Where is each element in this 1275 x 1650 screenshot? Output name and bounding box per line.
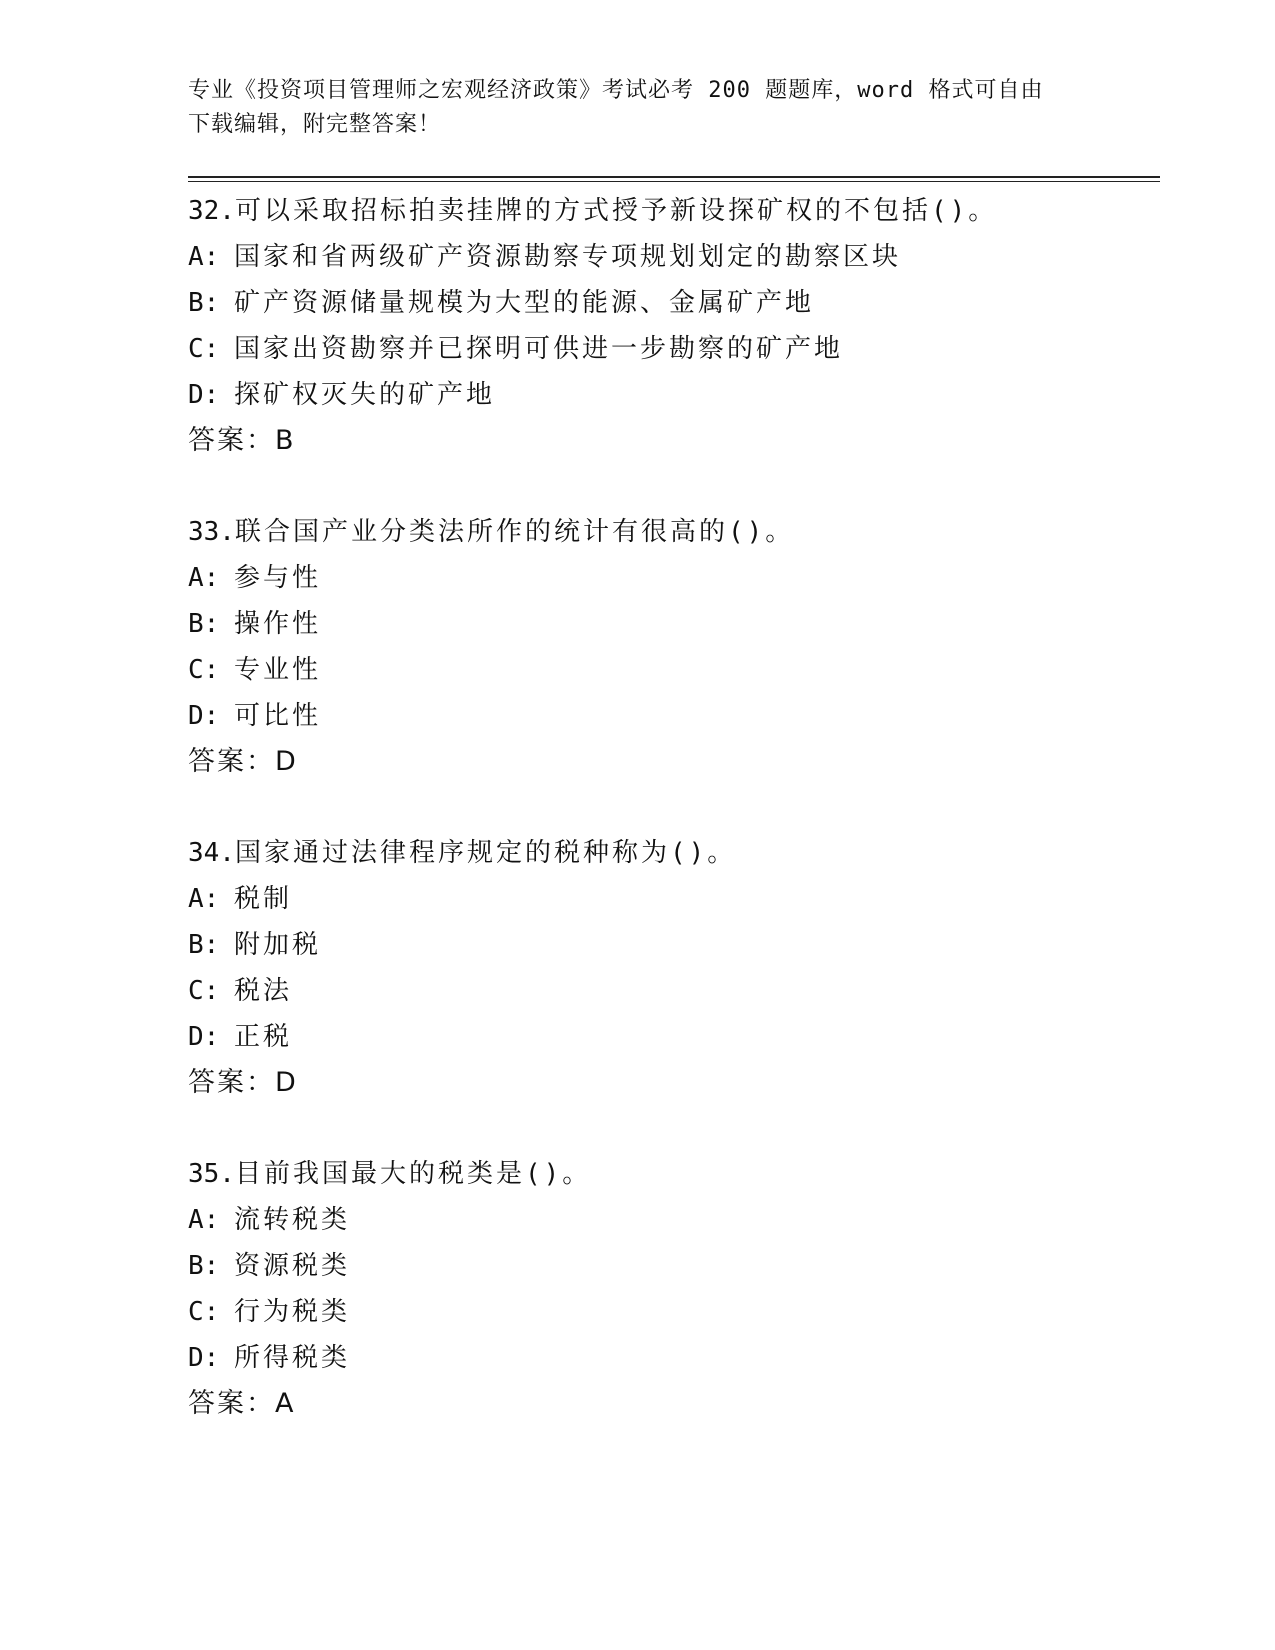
question-text: 目前我国最大的税类是()。 [234,1159,592,1189]
option-c [188,968,1148,1014]
option-b [188,601,1148,647]
option-key: D: [188,1343,220,1373]
option-text: 流转税类 [234,1205,351,1235]
option-key: C: [188,334,220,364]
header-line-1: 专业《投资项目管理师之宏观经济政策》考试必考 200 题题库，word 格式可自由 [188,78,1044,103]
option-c [188,1289,1148,1335]
option-key: D: [188,380,220,410]
option-text: 操作性 [234,609,322,639]
answer-line [188,1060,1148,1106]
question-text: 联合国产业分类法所作的统计有很高的()。 [234,517,795,547]
answer-value: A [275,1388,294,1419]
option-text: 探矿权灭失的矿产地 [234,380,496,410]
option-b [188,922,1148,968]
answer-value: D [275,1067,296,1098]
option-a [188,1197,1148,1243]
option-key: B: [188,930,220,960]
option-key: B: [188,288,220,318]
option-key: C: [188,1297,220,1327]
option-a [188,234,1148,280]
question-number: 34. [188,838,235,868]
answer-line [188,1381,1148,1427]
option-a [188,555,1148,601]
question-32 [188,188,1148,464]
option-text: 所得税类 [234,1343,351,1373]
option-text: 专业性 [234,655,322,685]
question-stem [188,509,1148,555]
option-text: 矿产资源储量规模为大型的能源、金属矿产地 [234,288,815,318]
option-text: 国家出资勘察并已探明可供进一步勘察的矿产地 [234,334,844,364]
option-key: C: [188,976,220,1006]
option-key: B: [188,609,220,639]
option-text: 国家和省两级矿产资源勘察专项规划划定的勘察区块 [234,242,902,272]
option-key: A: [188,1205,220,1235]
answer-label: 答案： [188,746,275,777]
option-b [188,280,1148,326]
option-key: A: [188,563,220,593]
header-divider-thin [188,181,1160,182]
question-number: 35. [188,1159,235,1189]
option-d [188,1335,1148,1381]
question-number: 33. [188,517,235,547]
header-divider-thick [188,176,1160,178]
question-text: 可以采取招标拍卖挂牌的方式授予新设探矿权的不包括()。 [234,196,998,226]
question-list [188,188,1148,1427]
question-stem [188,188,1148,234]
answer-label: 答案： [188,1067,275,1098]
option-key: A: [188,242,220,272]
document-header [188,74,1068,142]
option-key: A: [188,884,220,914]
option-a [188,876,1148,922]
option-key: B: [188,1251,220,1281]
option-d [188,693,1148,739]
option-text: 附加税 [234,930,322,960]
question-stem [188,1151,1148,1197]
answer-value: B [275,425,294,456]
question-text: 国家通过法律程序规定的税种称为()。 [234,838,737,868]
option-c [188,647,1148,693]
option-text: 参与性 [234,563,322,593]
option-text: 资源税类 [234,1251,351,1281]
option-text: 可比性 [234,701,322,731]
option-key: C: [188,655,220,685]
option-text: 税制 [234,884,293,914]
option-b [188,1243,1148,1289]
answer-line [188,739,1148,785]
question-stem [188,830,1148,876]
answer-label: 答案： [188,1388,275,1419]
option-d [188,372,1148,418]
question-33 [188,509,1148,785]
option-d [188,1014,1148,1060]
option-text: 行为税类 [234,1297,351,1327]
option-text: 正税 [234,1022,293,1052]
answer-value: D [275,746,296,777]
option-key: D: [188,701,220,731]
option-text: 税法 [234,976,293,1006]
option-c [188,326,1148,372]
question-35 [188,1151,1148,1427]
option-key: D: [188,1022,220,1052]
question-34 [188,830,1148,1106]
answer-line [188,418,1148,464]
header-line-2: 下载编辑，附完整答案！ [188,112,442,137]
answer-label: 答案： [188,425,275,456]
question-number: 32. [188,196,235,226]
